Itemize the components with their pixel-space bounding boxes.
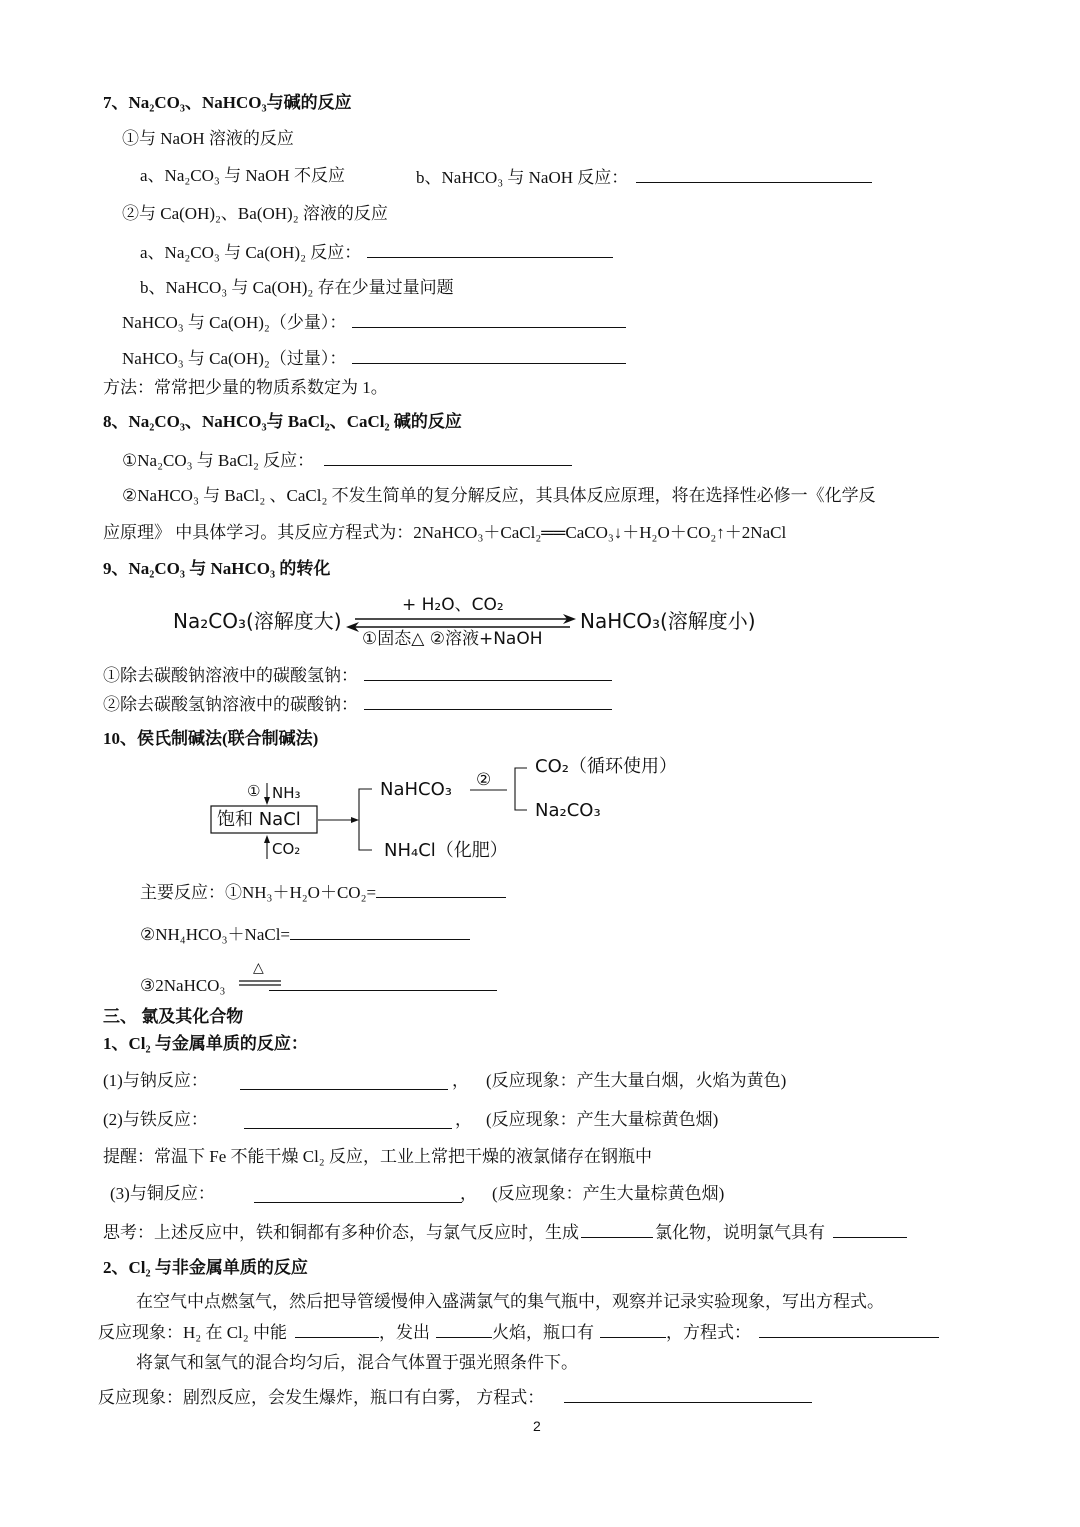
conversion-top-condition: + H₂O、CO₂ [402, 595, 504, 615]
fe-note: 提醒：常温下 Fe 不能干燥 Cl₂ 反应，工业上常把干燥的液氯储存在钢瓶中 [103, 1147, 652, 1166]
page-number: 2 [533, 1418, 541, 1434]
comma: ， [455, 1110, 472, 1129]
fe-reaction-label: (2)与铁反应： [103, 1110, 208, 1129]
answer-blank[interactable] [833, 1220, 907, 1238]
s7-method: 方法：常常把少量的物质系数定为 1。 [103, 378, 388, 397]
cu-reaction-label: (3)与铜反应： [110, 1184, 215, 1203]
explode-observation: 反应现象：剧烈反应，会发生爆炸，瓶口有白雾， 方程式： [98, 1385, 812, 1409]
na-reaction-label: (1)与钠反应： [103, 1071, 208, 1090]
answer-blank[interactable] [759, 1320, 939, 1338]
answer-blank[interactable] [295, 1320, 379, 1338]
answer-blank[interactable] [436, 1320, 492, 1338]
conversion-right: NaHCO₃(溶解度小) [580, 609, 756, 633]
s8-item2-line2: 应原理》 中具体学习。其反应方程式为：2NaHCO₃＋CaCl₂══CaCO₃↓＋H₂O＋CO₂↑＋2NaCl [103, 523, 787, 542]
s7-sub2: ②与 Ca(OH)₂、Ba(OH)₂ 溶液的反应 [122, 204, 388, 223]
h2-observation: 反应现象：H₂ 在 Cl₂ 中能 ，发出 火焰，瓶口有 ，方程式： [98, 1320, 939, 1344]
cl2-metal-title: 1、Cl₂ 与金属单质的反应： [103, 1034, 308, 1053]
s8-item1: ①Na₂CO₃ 与 BaCl₂ 反应： [122, 448, 572, 472]
co2-recycle-label: CO₂（循环使用） [535, 756, 677, 777]
part-3-title: 三、 氯及其化合物 [103, 1007, 244, 1026]
answer-blank[interactable] [254, 1185, 462, 1203]
section-7-title: 7、Na₂CO₃、NaHCO₃与碱的反应 [103, 93, 352, 112]
cu-observation: (反应现象：产生大量棕黄色烟) [492, 1184, 725, 1203]
s7-sub1: ①与 NaOH 溶液的反应 [122, 129, 294, 148]
comma: ， [460, 1184, 477, 1203]
s7-few: NaHCO₃ 与 Ca(OH)₂（少量）： [122, 310, 626, 334]
comma: ， [452, 1071, 469, 1090]
na-observation: (反应现象：产生大量白烟，火焰为黄色) [486, 1071, 787, 1090]
s10-reaction3: ③2NaHCO₃ [140, 973, 497, 997]
step1-label: ① [247, 782, 261, 800]
s7-a2: a、Na₂CO₃ 与 Ca(OH)₂ 反应： [140, 240, 613, 264]
answer-blank[interactable] [600, 1320, 666, 1338]
na2co3-label: Na₂CO₃ [535, 800, 601, 821]
co2-in-label: CO₂ [272, 840, 301, 858]
conversion-bottom-condition: ①固态△ ②溶液+NaOH [362, 629, 543, 649]
fe-observation: (反应现象：产生大量棕黄色烟) [486, 1110, 719, 1129]
conversion-left: Na₂CO₃(溶解度大) [173, 609, 342, 633]
step2-label: ② [476, 770, 492, 790]
answer-blank[interactable] [564, 1385, 812, 1403]
s7-b2: b、NaHCO₃ 与 Ca(OH)₂ 存在少量过量问题 [140, 278, 454, 297]
s9-q1: ①除去碳酸钠溶液中的碳酸氢钠： [103, 663, 612, 687]
saturated-nacl-box: 饱和 NaCl [217, 809, 301, 830]
mix-intro: 将氯气和氢气的混合均匀后，混合气体置于强光照条件下。 [136, 1353, 578, 1372]
section-10-title: 10、侯氏制碱法(联合制碱法) [103, 729, 319, 748]
answer-blank[interactable] [244, 1111, 452, 1129]
answer-blank[interactable] [240, 1072, 448, 1090]
s9-q2: ②除去碳酸氢钠溶液中的碳酸钠： [103, 692, 612, 716]
section-9-title: 9、Na₂CO₃ 与 NaHCO₃ 的转化 [103, 559, 331, 578]
s10-reaction1: 主要反应：①NH₃＋H₂O＋CO₂= [140, 880, 506, 904]
answer-blank[interactable] [581, 1220, 653, 1238]
section-8-title: 8、Na₂CO₃、NaHCO₃与 BaCl₂、CaCl₂ 碱的反应 [103, 412, 462, 431]
heat-triangle: △ [253, 960, 264, 976]
s7-excess: NaHCO₃ 与 Ca(OH)₂（过量）： [122, 346, 626, 370]
s10-reaction2: ②NH₄HCO₃＋NaCl= [140, 922, 470, 946]
think-question: 思考：上述反应中，铁和铜都有多种价态，与氯气反应时，生成 氯化物，说明氯气具有 [103, 1220, 907, 1244]
s8-item2-line1: ②NaHCO₃ 与 BaCl₂ 、CaCl₂ 不发生简单的复分解反应，其具体反应原理，将在选择性必修一《化学反 [122, 486, 876, 505]
s7-b1: b、NaHCO₃ 与 NaOH 反应： [416, 165, 872, 189]
nh3-label: NH₃ [272, 784, 301, 802]
nh4cl-label: NH₄Cl（化肥） [384, 840, 508, 861]
h2-intro: 在空气中点燃氢气，然后把导管缓慢伸入盛满氯气的集气瓶中，观察并记录实验现象，写出方程式。 [136, 1292, 884, 1311]
s7-a1: a、Na₂CO₃ 与 NaOH 不反应 [140, 166, 345, 185]
cl2-nonmetal-title: 2、Cl₂ 与非金属单质的反应 [103, 1258, 308, 1277]
nahco3-label: NaHCO₃ [380, 779, 452, 800]
